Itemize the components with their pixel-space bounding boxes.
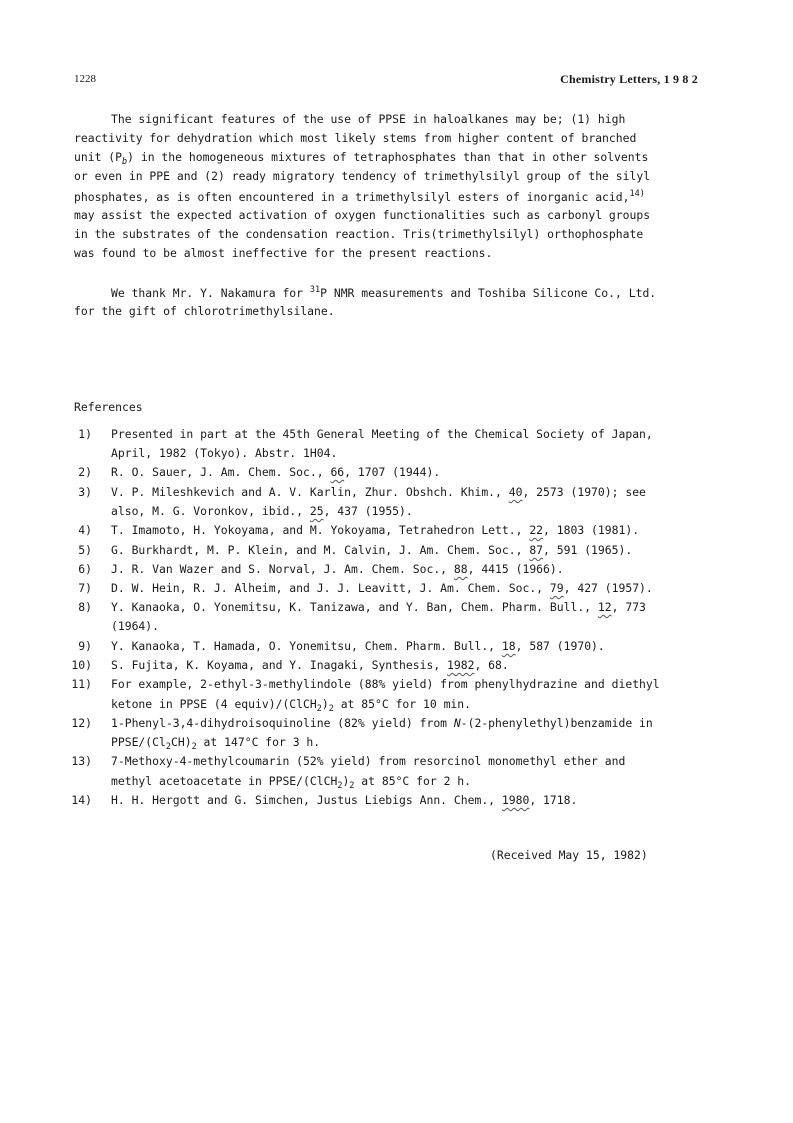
reference-number: 8): [78, 600, 92, 614]
text-line: We thank Mr. Y. Nakamura for $^{31}$P NMR measurements and Toshiba Silicone Co., Ltd.: [111, 285, 657, 300]
reference-text: Y. Kanaoka, O. Yonemitsu, K. Tanizawa, and Y. Ban, Chem. Pharm. Bull., 12, 773: [111, 600, 646, 614]
text-line: or even in PPE and (2) ready migratory tendency of trimethylsilyl group of the silyl: [74, 169, 651, 183]
reference-text: 7-Methoxy-4-methylcoumarin (52% yield) from resorcinol monomethyl ether and: [111, 754, 626, 768]
reference-text: ketone in PPSE (4 $equiv)/(ClCH_2)_2$ at 85°C for 10 min.: [111, 697, 471, 714]
text-line: may assist the expected activation of oxygen functionalities such as carbonyl groups: [74, 208, 651, 222]
received-date: (Received May 15, 1982): [490, 848, 648, 862]
reference-text: 1-Phenyl-3,4-dihydroisoquinoline (82% yield) from N-(2-phenylethyl)benzamide in: [111, 716, 653, 730]
reference-text: J. R. Van Wazer and S. Norval, J. Am. Chem. Soc., 88, 4415 (1966).: [111, 562, 564, 576]
text-line: unit $(P_b)$ in the homogeneous mixtures of tetraphosphates than that in other solvents: [74, 150, 649, 167]
reference-text: T. Imamoto, H. Yokoyama, and M. Yokoyama, Tetrahedron Lett., 22, 1803 (1981).: [111, 523, 640, 537]
reference-text: For example, 2-ethyl-3-methylindole (88% yield) from phenylhydrazine and diethyl: [111, 677, 660, 691]
reference-text: methyl acetoacetate in PPSE/$(ClCH_2)_2$ at 85°C for 2 h.: [111, 774, 472, 791]
reference-text: also, M. G. Voronkov, ibid., 25, 437 (1955).: [111, 504, 413, 518]
reference-number: 11): [71, 677, 92, 691]
references-heading: References: [74, 400, 143, 414]
text-line: The significant features of the use of PPSE in haloalkanes may be; (1) high: [111, 112, 626, 126]
page-number: 1228: [74, 73, 96, 85]
reference-text: Presented in part at the 45th General Meeting of the Chemical Society of Japan,: [111, 427, 653, 441]
reference-text: G. Burkhardt, M. P. Klein, and M. Calvin, J. Am. Chem. Soc., 87, 591 (1965).: [111, 543, 633, 557]
text-line: in the substrates of the condensation reaction. Tris(trimethylsilyl) orthophosphate: [74, 227, 644, 241]
reference-number: 7): [78, 581, 92, 595]
reference-text: D. W. Hein, R. J. Alheim, and J. J. Leavitt, J. Am. Chem. Soc., 79, 427 (1957).: [111, 581, 653, 595]
reference-number: 13): [71, 754, 92, 768]
subscript: b: [122, 157, 128, 167]
reference-number: 5): [78, 543, 92, 557]
reference-text: (1964).: [111, 619, 160, 633]
reference-text: V. P. Mileshkevich and A. V. Karlin, Zhur. Obshch. Khim., 40, 2573 (1970); see: [111, 485, 646, 499]
reference-text: R. O. Sauer, J. Am. Chem. Soc., 66, 1707 (1944).: [111, 465, 441, 479]
text-line: was found to be almost ineffective for the present reactions.: [74, 246, 493, 260]
reference-text: PPSE/$(Cl_2CH)_2$ at 147°C for 3 h.: [111, 735, 321, 752]
reference-number: 3): [78, 485, 92, 499]
reference-text: S. Fujita, K. Koyama, and Y. Inagaki, Synthesis, 1982, 68.: [111, 658, 509, 672]
reference-number: 2): [78, 465, 92, 479]
text-line: for the gift of chlorotrimethylsilane.: [74, 304, 335, 318]
reference-text: April, 1982 (Tokyo). Abstr. 1H04.: [111, 446, 338, 460]
reference-number: 14): [71, 793, 92, 807]
isotope-superscript: 31: [309, 285, 321, 295]
citation-superscript: 14): [629, 189, 645, 199]
reference-number: 4): [78, 523, 92, 537]
journal-title: Chemistry Letters, 1 9 8 2: [560, 72, 698, 86]
reference-text: H. H. Hergott and G. Simchen, Justus Liebigs Ann. Chem., 1980, 1718.: [111, 793, 578, 807]
reference-number: 12): [71, 716, 92, 730]
text-line: phosphates, as is often encountered in a trimethylsilyl esters of inorganic acid,$^{14)}$: [74, 189, 645, 204]
reference-text: Y. Kanaoka, T. Hamada, O. Yonemitsu, Chem. Pharm. Bull., 18, 587 (1970).: [111, 639, 605, 653]
text-line: reactivity for dehydration which most likely stems from higher content of branched: [74, 131, 637, 145]
reference-number: 10): [71, 658, 92, 672]
reference-number: 9): [78, 639, 92, 653]
reference-number: 1): [78, 427, 92, 441]
reference-number: 6): [78, 562, 92, 576]
